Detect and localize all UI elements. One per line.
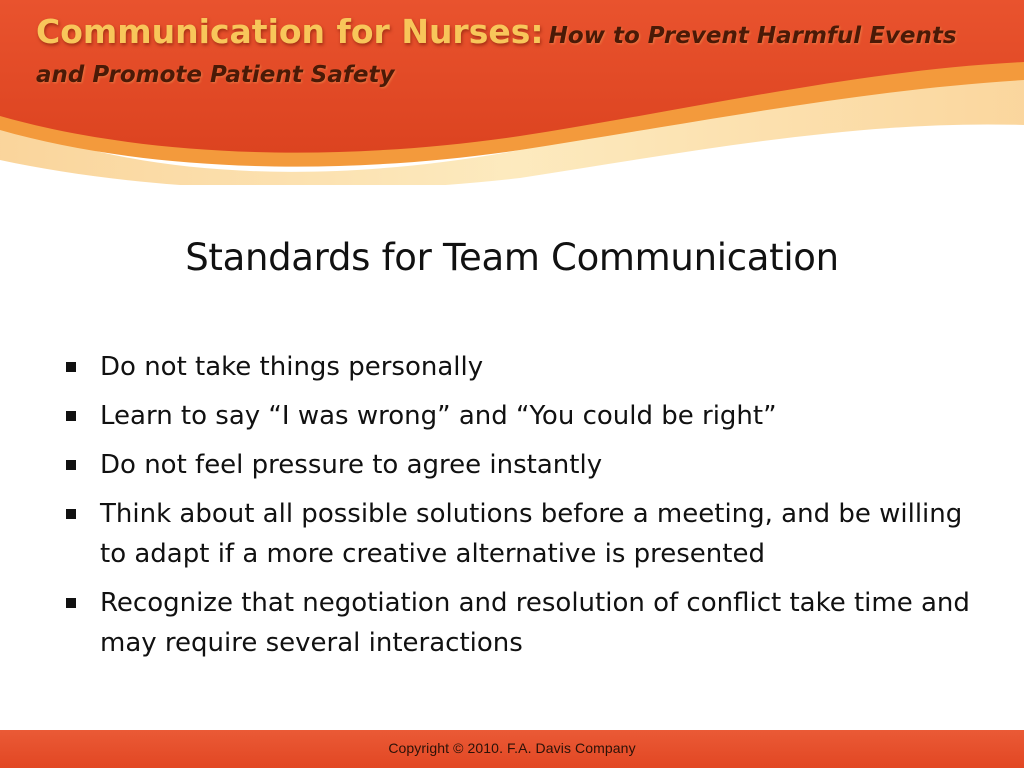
copyright-text: Copyright © 2010. F.A. Davis Company <box>388 740 636 756</box>
bullet-item <box>62 347 992 387</box>
book-subtitle-part-2: and Promote Patient Safety <box>36 62 395 88</box>
bullet-text: Learn to say “I was wrong” and “You could be right” <box>100 401 777 431</box>
bullet-text: Recognize that negotiation and resolution of conflict take time and may require several interactions <box>100 588 970 658</box>
bullet-text: Do not take things personally <box>100 352 484 382</box>
footer-bar <box>0 730 1024 768</box>
square-bullet-icon <box>66 362 76 372</box>
book-subtitle-part-1: How to Prevent Harmful Events <box>548 23 957 49</box>
book-title: Communication for Nurses: <box>36 12 544 51</box>
square-bullet-icon <box>66 460 76 470</box>
header-title <box>36 10 996 90</box>
slide-title: Standards for Team Communication <box>185 236 839 279</box>
square-bullet-icon <box>66 509 76 519</box>
bullet-item <box>62 396 992 436</box>
bullet-item <box>62 445 992 485</box>
square-bullet-icon <box>66 598 76 608</box>
header-title-line-1 <box>36 10 996 60</box>
bullet-list <box>62 347 992 672</box>
bullet-item <box>62 494 992 574</box>
square-bullet-icon <box>66 411 76 421</box>
bullet-item <box>62 583 992 663</box>
bullet-text: Think about all possible solutions before a meeting, and be willing to adapt if a more creative alternative is presented <box>100 499 963 569</box>
bullet-text: Do not feel pressure to agree instantly <box>100 450 603 480</box>
